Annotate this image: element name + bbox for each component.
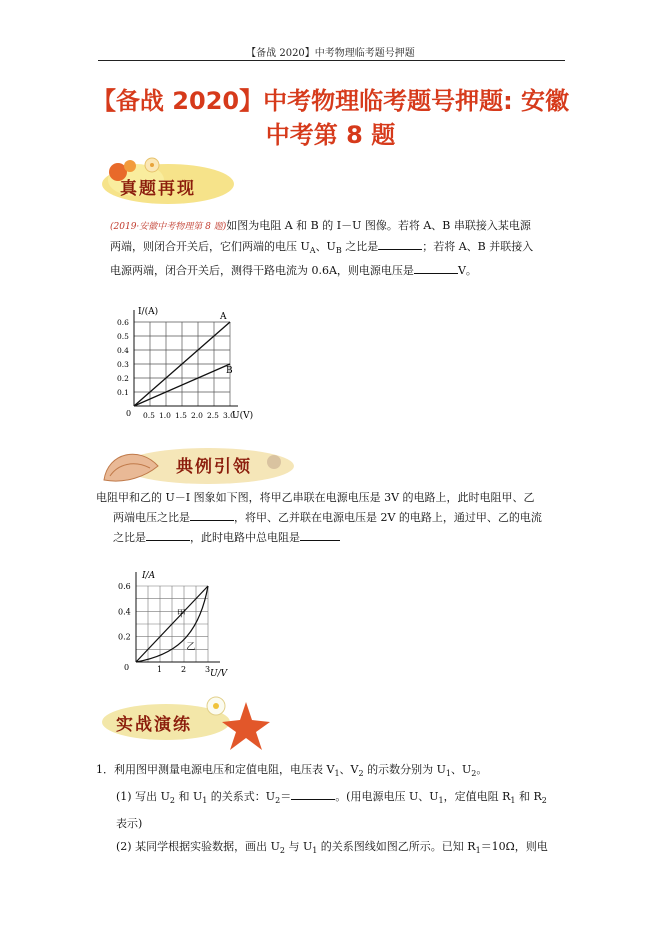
subscript: 2 bbox=[541, 796, 547, 806]
subscript: 2 bbox=[275, 796, 281, 806]
banner-label: 实战演练 bbox=[116, 715, 192, 735]
subscript: 2 bbox=[358, 769, 364, 779]
x-tick-label: 2.0 bbox=[191, 411, 203, 420]
question-number: 1． bbox=[96, 763, 114, 776]
q1-text: 、U bbox=[315, 240, 336, 253]
banner-real-questions bbox=[96, 156, 256, 200]
x-axis-label: U/V bbox=[210, 669, 228, 679]
answer-blank[interactable] bbox=[414, 262, 458, 274]
example-question bbox=[96, 488, 571, 548]
y-tick-label: 0.1 bbox=[117, 388, 129, 397]
y-tick-label: 0.6 bbox=[117, 318, 129, 327]
p1-text: 。(用电源电压 U、U bbox=[335, 790, 439, 804]
p1-text: ＝10Ω，则电 bbox=[480, 840, 548, 854]
p1-text: 的关系式：U bbox=[207, 790, 276, 804]
question-source: (2019·安徽中考物理第 8 题) bbox=[110, 222, 227, 232]
p1-text: 与 U bbox=[284, 840, 313, 854]
p1-line-3: 表示) bbox=[116, 817, 143, 831]
subscript: 2 bbox=[169, 796, 175, 806]
subscript: 1 bbox=[475, 846, 481, 856]
example-line-2: 两端电压之比是 bbox=[113, 511, 190, 524]
example-line-1: 电阻甲和乙的 U－I 图象如下图，将甲乙串联在电源电压是 3V 的电路上，此时电阻甲、乙 bbox=[96, 491, 535, 504]
series-label-yi: 乙 bbox=[186, 642, 196, 653]
answer-blank[interactable] bbox=[190, 509, 234, 521]
x-tick-label: 1.0 bbox=[159, 411, 171, 420]
starfish-icon bbox=[222, 702, 270, 750]
title-line-1: 【备战 2020】中考物理临考题号押题: 安徽 bbox=[91, 87, 570, 115]
answer-blank[interactable] bbox=[291, 788, 335, 800]
subscript: A bbox=[309, 246, 316, 256]
subscript: 2 bbox=[471, 769, 477, 779]
origin-label: 0 bbox=[124, 663, 130, 672]
q1-line-3: 电源两端，闭合开关后，测得干路电流为 0.6A，则电源电压是 bbox=[110, 264, 414, 278]
p1-text: 和 R bbox=[515, 790, 542, 804]
subscript: 1 bbox=[312, 846, 318, 856]
page-title bbox=[0, 84, 661, 152]
example-text: ，将甲、乙并联在电源电压是 2V 的电路上，通过甲、乙的电流 bbox=[234, 511, 542, 524]
y-tick-label: 0.5 bbox=[117, 332, 129, 341]
series-label-B: B bbox=[226, 366, 233, 376]
subscript: 1 bbox=[445, 769, 451, 779]
y-tick-label: 0.4 bbox=[118, 607, 131, 617]
series-label-A: A bbox=[220, 312, 227, 322]
p1-text: ＝ bbox=[280, 790, 292, 804]
title-line-2: 中考第 8 题 bbox=[265, 121, 396, 149]
y-tick-label: 0.2 bbox=[117, 374, 129, 383]
q1-text: 之比是 bbox=[341, 240, 379, 253]
header-divider bbox=[98, 60, 565, 61]
y-axis-label: I/A bbox=[142, 571, 156, 581]
y-tick-label: 0.6 bbox=[118, 582, 131, 591]
x-tick-label: 1 bbox=[157, 665, 163, 674]
subscript: 1 bbox=[202, 796, 208, 806]
p1-text: (1) 写出 U bbox=[116, 790, 170, 804]
origin-label: 0 bbox=[126, 409, 132, 418]
q1-line-1: 如图为电阻 A 和 B 的 I－U 图像。若将 A、B 串联接入某电源 bbox=[226, 219, 531, 232]
p1-text: 的关系图线如图乙所示。已知 R bbox=[317, 840, 476, 854]
banner-label: 真题再现 bbox=[120, 179, 196, 199]
subscript: 2 bbox=[279, 846, 285, 856]
subscript: 1 bbox=[334, 769, 340, 779]
answer-blank[interactable] bbox=[146, 529, 190, 541]
q1-text: ；若将 A、B 并联接入 bbox=[422, 240, 534, 253]
p1-text: 和 U bbox=[174, 790, 203, 804]
p1-text: 利用图甲测量电源电压和定值电阻，电压表 V bbox=[114, 763, 335, 776]
x-tick-label: 0.5 bbox=[143, 411, 155, 420]
answer-blank[interactable] bbox=[378, 238, 422, 250]
subscript: 1 bbox=[510, 796, 516, 806]
page-header: 【备战 2020】中考物理临考题号押题 bbox=[246, 48, 415, 59]
p1-text: 。 bbox=[476, 763, 488, 776]
example-line-3: 之比是 bbox=[113, 531, 146, 544]
q1-line-2: 两端，则闭合开关后，它们两端的电压 U bbox=[110, 240, 310, 253]
y-tick-label: 0.2 bbox=[118, 632, 131, 642]
example-text: ，此时电路中总电阻是 bbox=[190, 531, 300, 544]
x-tick-label: 2.5 bbox=[207, 411, 219, 420]
series-label-jia: 甲 bbox=[176, 609, 186, 620]
subscript: 1 bbox=[438, 796, 444, 806]
y-tick-label: 0.3 bbox=[117, 360, 129, 369]
question-1 bbox=[110, 216, 570, 281]
y-axis-label: I/(A) bbox=[138, 307, 159, 317]
answer-blank[interactable] bbox=[300, 529, 340, 541]
practice-question-1 bbox=[96, 758, 571, 863]
q1-text: V。 bbox=[457, 264, 477, 278]
p1-text: 、V bbox=[339, 763, 359, 776]
banner-label: 典例引领 bbox=[176, 457, 252, 477]
banner-practice bbox=[96, 694, 256, 738]
x-tick-label: 1.5 bbox=[175, 411, 187, 420]
subscript: B bbox=[335, 246, 342, 256]
p1-text: 的示数分别为 U bbox=[363, 763, 446, 776]
p1-text: 、U bbox=[450, 763, 472, 776]
banner-examples bbox=[96, 440, 256, 484]
p1-text: (2) 某同学根据实验数据，画出 U bbox=[116, 840, 280, 854]
p1-text: ，定值电阻 R bbox=[443, 790, 511, 804]
x-axis-label: U(V) bbox=[232, 411, 254, 421]
x-tick-label: 3 bbox=[205, 665, 211, 674]
chart-a bbox=[112, 302, 272, 424]
y-tick-label: 0.4 bbox=[117, 346, 129, 355]
x-tick-label: 3.0 bbox=[223, 411, 235, 420]
x-tick-label: 2 bbox=[181, 665, 187, 674]
chart-b bbox=[112, 566, 242, 682]
